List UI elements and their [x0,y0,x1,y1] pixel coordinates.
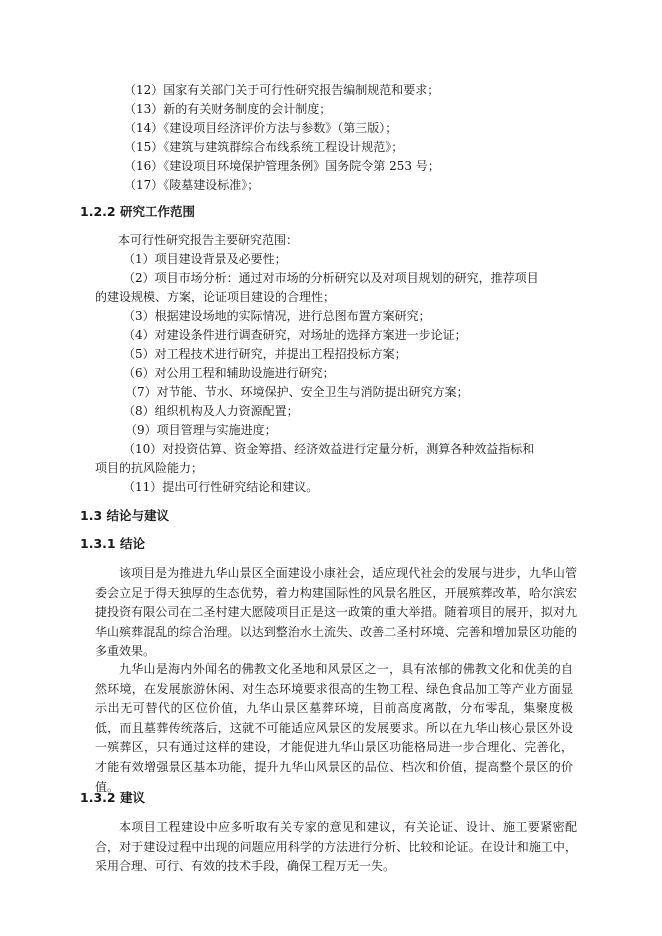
scope-item-1: （1）项目建设背景及必要性； [123,252,287,266]
suggestion-paragraph-1: 本项目工程建设中应多听取有关专家的意见和建议，有关论证、设计、施工要紧密配合，对于建设过程中出现的问题应用科学的方法进行分析、比较和论证。在设计和施工中，采用合理、可行、有效的技术手段，确保工程万无一失。 [95,820,577,874]
scope-item-9: （9）项目管理与实施进度； [125,423,277,437]
scope-item-11: （11）提出可行性研究结论和建议。 [123,480,319,494]
reference-item-15: （15）《建筑与建筑群综合布线系统工程设计规范》； [124,140,404,154]
section-heading-1-2-2: 1.2.2 研究工作范围 [80,204,195,219]
section-heading-1-3-1: 1.3.1 结论 [80,536,145,551]
conclusion-paragraph-2: 九华山是海内外闻名的佛教文化圣地和风景区之一，具有浓郁的佛教文化和优美的自然环境，在发展旅游休闲、对生态环境要求很高的生物工程、绿色食品加工等产业方面显示出无可替代的区位价值，九华山景区墓葬环境，目前高度离散，分布零乱，集聚度极低，而且墓葬传统落后，这就不可能适应风景区的发展要求。所以在九华山核心景区外设一殡葬区，只有通过这样的建设，才能促进九华山景区功能格局进一步合理化、完善化，才能有效增强景区基本功能，提升九华山风景区的品位、档次和价值，提高整个景区的价值。 [95,662,573,794]
reference-item-17: （17）《陵墓建设标准》； [124,178,260,192]
conclusion-paragraph-1: 该项目是为推进九华山景区全面建设小康社会，适应现代社会的发展与进步，九华山管委会立足于得天独厚的生态优势，着力构建国际性的风景名胜区，开展殡葬改革，哈尔滨宏捷投资有限公司在二圣村建大愿陵项目正是这一政策的重大举措。随着项目的展开，拟对九华山殡葬混乱的综合治理。以达到整治水土流失、改善二圣村环境、完善和增加景区功能的多重效果。 [95,566,577,659]
scope-item-5: （5）对工程技术进行研究，并提出工程招投标方案； [123,347,407,361]
scope-item-10: （10）对投资估算、资金筹措、经济效益进行定量分析，测算各种效益指标和 [123,442,535,456]
scope-intro: 本可行性研究报告主要研究范围： [118,233,299,247]
scope-item-3: （3）根据建设场地的实际情况，进行总图布置方案研究； [123,309,431,323]
scope-item-2: （2）项目市场分析：通过对市场的分析研究以及对项目规划的研究，推荐项目 [123,271,539,285]
reference-item-14: （14）《建设项目经济评价方法与参数》（第三版）； [124,121,398,135]
section-heading-1-3: 1.3 结论与建议 [80,508,169,523]
scope-item-4: （4）对建设条件进行调查研究，对场址的选择方案进一步论证； [123,328,467,342]
section-heading-1-3-2: 1.3.2 建议 [80,790,145,805]
scope-item-10-cont: 项目的抗风险能力； [95,461,204,475]
scope-item-2-cont: 的建设规模、方案，论证项目建设的合理性； [95,290,336,304]
reference-item-13: （13）新的有关财务制度的会计制度； [124,102,332,116]
scope-item-6: （6）对公用工程和辅助设施进行研究； [123,366,335,380]
scope-item-7: （7）对节能、节水、环境保护、安全卫生与消防提出研究方案； [125,385,469,399]
reference-item-16: （16）《建设项目环境保护管理条例》国务院令第 253 号； [124,159,440,173]
reference-item-12: （12）国家有关部门关于可行性研究报告编制规范和要求； [124,83,440,97]
scope-item-8: （8）组织机构及人力资源配置； [123,404,299,418]
